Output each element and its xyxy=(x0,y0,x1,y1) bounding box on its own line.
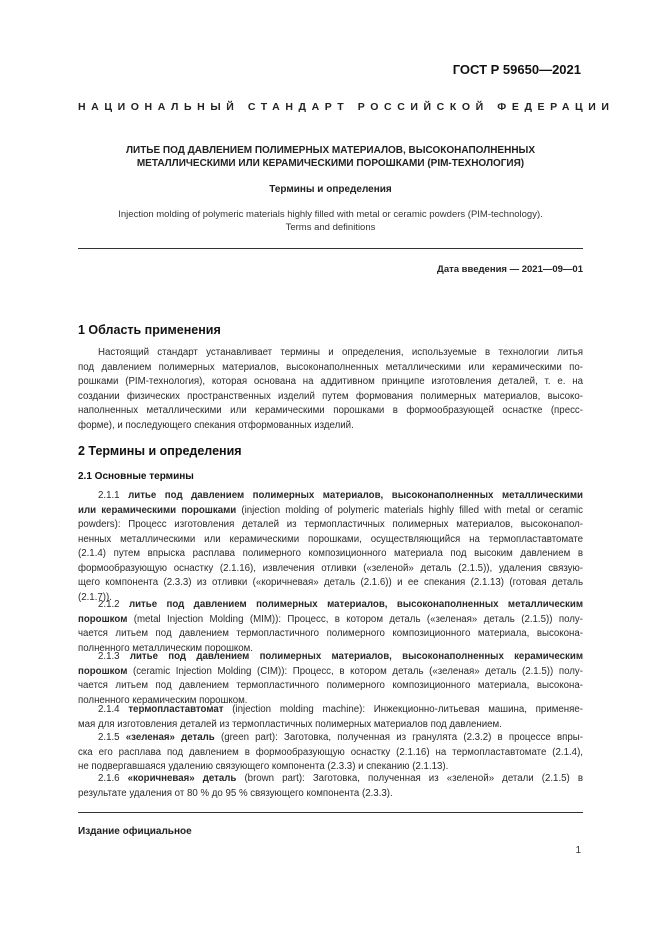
term-2-1-2-line-3: чается литьем под давлением термопластичного полимерного композиционного материала, высокона- xyxy=(78,628,583,639)
term-2-1-3-term-part-2: порошком xyxy=(78,665,128,677)
official-edition-label: Издание официальное xyxy=(78,826,192,837)
term-2-1-6 xyxy=(78,772,583,801)
term-2-1-1-line-3: powders): Процесс изготовления деталей из термопластичных полимерных материалов, высоконапол- xyxy=(78,519,583,530)
term-2-1-3-number: 2.1.3 xyxy=(98,651,130,662)
term-2-1-2-term-part-2: порошком xyxy=(78,613,128,625)
term-2-1-3-definition-start: (ceramic Injection Molding (CIM)): Процесс, в котором деталь («зеленая» деталь (2.1.5)) полу- xyxy=(127,665,583,677)
term-2-1-4-number: 2.1.4 xyxy=(98,704,129,715)
term-2-1-3-line-2 xyxy=(78,665,583,680)
term-2-1-1-line-7: щего компонента (2.3.3) из отливки («коричневая» деталь (2.1.6)) и ее спекания (2.1.13) (готовая деталь xyxy=(78,577,583,588)
term-2-1-1-line-8: (2.1.7)). xyxy=(78,591,112,603)
page-number: 1 xyxy=(575,845,581,856)
section-2-1-heading: 2.1 Основные термины xyxy=(78,471,194,482)
term-2-1-5-line-3: не подвергавшаяся удалению связующего компонента (2.3.3) и спеканию (2.1.13). xyxy=(78,761,449,772)
national-standard-header: НАЦИОНАЛЬНЫЙ СТАНДАРТ РОССИЙСКОЙ ФЕДЕРАЦИИ xyxy=(78,101,615,113)
section-1-paragraph xyxy=(78,346,583,433)
term-2-1-2-term-part-1: литье под давлением полимерных материалов, высоконаполненных металлическим xyxy=(128,599,583,610)
term-2-1-1-term-part-1: литье под давлением полимерных материалов, высоконаполненных металлическими xyxy=(128,490,583,501)
section-1-line-6: форме), и последующего спекания отформованных изделий. xyxy=(78,419,354,431)
term-2-1-1-line-5: (2.1.4) путем впрыска расплава полимерного композиционного материала под высоким давлением в xyxy=(78,548,583,559)
term-2-1-3-line-1 xyxy=(78,650,583,665)
english-title-line-2: Terms and definitions xyxy=(285,222,376,233)
term-2-1-6-line-1 xyxy=(78,772,583,787)
introduction-date: Дата введения — 2021—09—01 xyxy=(437,264,583,275)
term-2-1-4-term: термопластавтомат xyxy=(128,704,224,715)
section-1-line-1-text: Настоящий стандарт устанавливает термины и определения, используемые в технологии литья xyxy=(98,347,583,358)
term-2-1-3-line-4: полненного керамическим порошком. xyxy=(78,694,248,706)
term-2-1-4-line-1 xyxy=(78,703,583,718)
term-2-1-1-line-1 xyxy=(78,489,583,504)
term-2-1-5-definition-start: (green part): Заготовка, полученная из гранулята (2.3.2) в процессе впры- xyxy=(214,732,583,743)
section-1-line-1 xyxy=(78,346,583,361)
term-2-1-2-number: 2.1.2 xyxy=(98,599,129,610)
term-2-1-6-line-2: результате удаления от 80 % до 95 % связующего компонента (2.3.3). xyxy=(78,787,393,799)
term-2-1-6-term: «коричневая» деталь xyxy=(127,773,237,784)
standard-code: ГОСТ Р 59650—2021 xyxy=(452,62,581,77)
section-1-line-3: рошками (PIM-технология), которая основана на аддитивном принципе изготовления деталей, т. е. на xyxy=(78,376,583,387)
term-2-1-6-definition-start: (brown part): Заготовка, полученная из «зеленой» детали (2.1.5) в xyxy=(236,773,583,784)
term-2-1-2-line-4: полненного металлическим порошком. xyxy=(78,642,254,654)
term-2-1-5 xyxy=(78,731,583,775)
document-title xyxy=(78,144,583,170)
document-subtitle: Термины и определения xyxy=(269,184,392,195)
term-2-1-2 xyxy=(78,598,583,656)
term-2-1-2-line-2 xyxy=(78,613,583,628)
header-divider xyxy=(78,248,583,249)
title-line-1: ЛИТЬЕ ПОД ДАВЛЕНИЕМ ПОЛИМЕРНЫХ МАТЕРИАЛОВ, ВЫСОКОНАПОЛНЕННЫХ xyxy=(125,145,536,156)
term-2-1-4-definition-start: (injection molding machine): Инжекционно-литьевая машина, применяе- xyxy=(223,704,583,715)
term-2-1-3-line-3: чается литьем под давлением термопластичного полимерного композиционного материала, высокона- xyxy=(78,680,583,691)
term-2-1-1-number: 2.1.1 xyxy=(98,490,129,501)
term-2-1-1-line-2 xyxy=(78,504,583,519)
footer-divider xyxy=(78,812,583,813)
section-2-heading: 2 Термины и определения xyxy=(78,444,242,458)
term-2-1-5-number: 2.1.5 xyxy=(98,732,126,743)
english-title-line-1: Injection molding of polymeric materials highly filled with metal or ceramic powders (PIM-technology). xyxy=(118,209,543,220)
term-2-1-3-term-part-1: литье под давлением полимерных материалов, высоконаполненных керамическим xyxy=(129,651,583,662)
term-2-1-3 xyxy=(78,650,583,708)
title-line-2: МЕТАЛЛИЧЕСКИМИ ИЛИ КЕРАМИЧЕСКИМИ ПОРОШКАМИ (PIM-ТЕХНОЛОГИЯ) xyxy=(136,158,525,169)
term-2-1-1-line-4: ненных металлическими или керамическими порошками, осуществляющийся на термопластавтомате xyxy=(78,533,583,545)
term-2-1-4-line-2: мая для изготовления деталей из термопластичных полимерных материалов под давлением. xyxy=(78,718,502,730)
section-1-heading: 1 Область применения xyxy=(78,323,221,337)
term-2-1-2-definition-start: (metal Injection Molding (MIM)): Процесс, в котором деталь («зеленая» деталь (2.1.5)) полу- xyxy=(127,613,583,625)
term-2-1-6-number: 2.1.6 xyxy=(98,773,128,784)
term-2-1-2-line-1 xyxy=(78,598,583,613)
section-1-line-4: создании физических пространственных изделий путем формования полимерных материалов, высоко- xyxy=(78,390,583,402)
term-2-1-4 xyxy=(78,703,583,732)
term-2-1-5-term: «зеленая» деталь xyxy=(125,732,215,743)
english-title xyxy=(78,208,583,234)
term-2-1-5-line-1 xyxy=(78,731,583,746)
section-1-line-5: наполненных металлическими или керамическими порошками в формообразующей оснастке (пресс- xyxy=(78,405,583,416)
term-2-1-1 xyxy=(78,489,583,605)
term-2-1-5-line-2: ска его расплава под давлением в формообразующую оснастку (2.1.16) на термопластавтомате (2.1.4), xyxy=(78,746,583,758)
term-2-1-1-line-6: формообразующую оснастку (2.1.16), извлечения отливки («зеленой» деталь (2.1.5)), удаления связую- xyxy=(78,562,583,574)
term-2-1-1-term-part-2: или керамическими порошками xyxy=(78,504,237,516)
term-2-1-1-english: (injection molding of polymeric materials highly filled with metal or ceramic xyxy=(236,504,583,516)
section-1-line-2: под давлением полимерных материалов, высоконаполненных металлическими или керамическими по- xyxy=(78,361,583,373)
